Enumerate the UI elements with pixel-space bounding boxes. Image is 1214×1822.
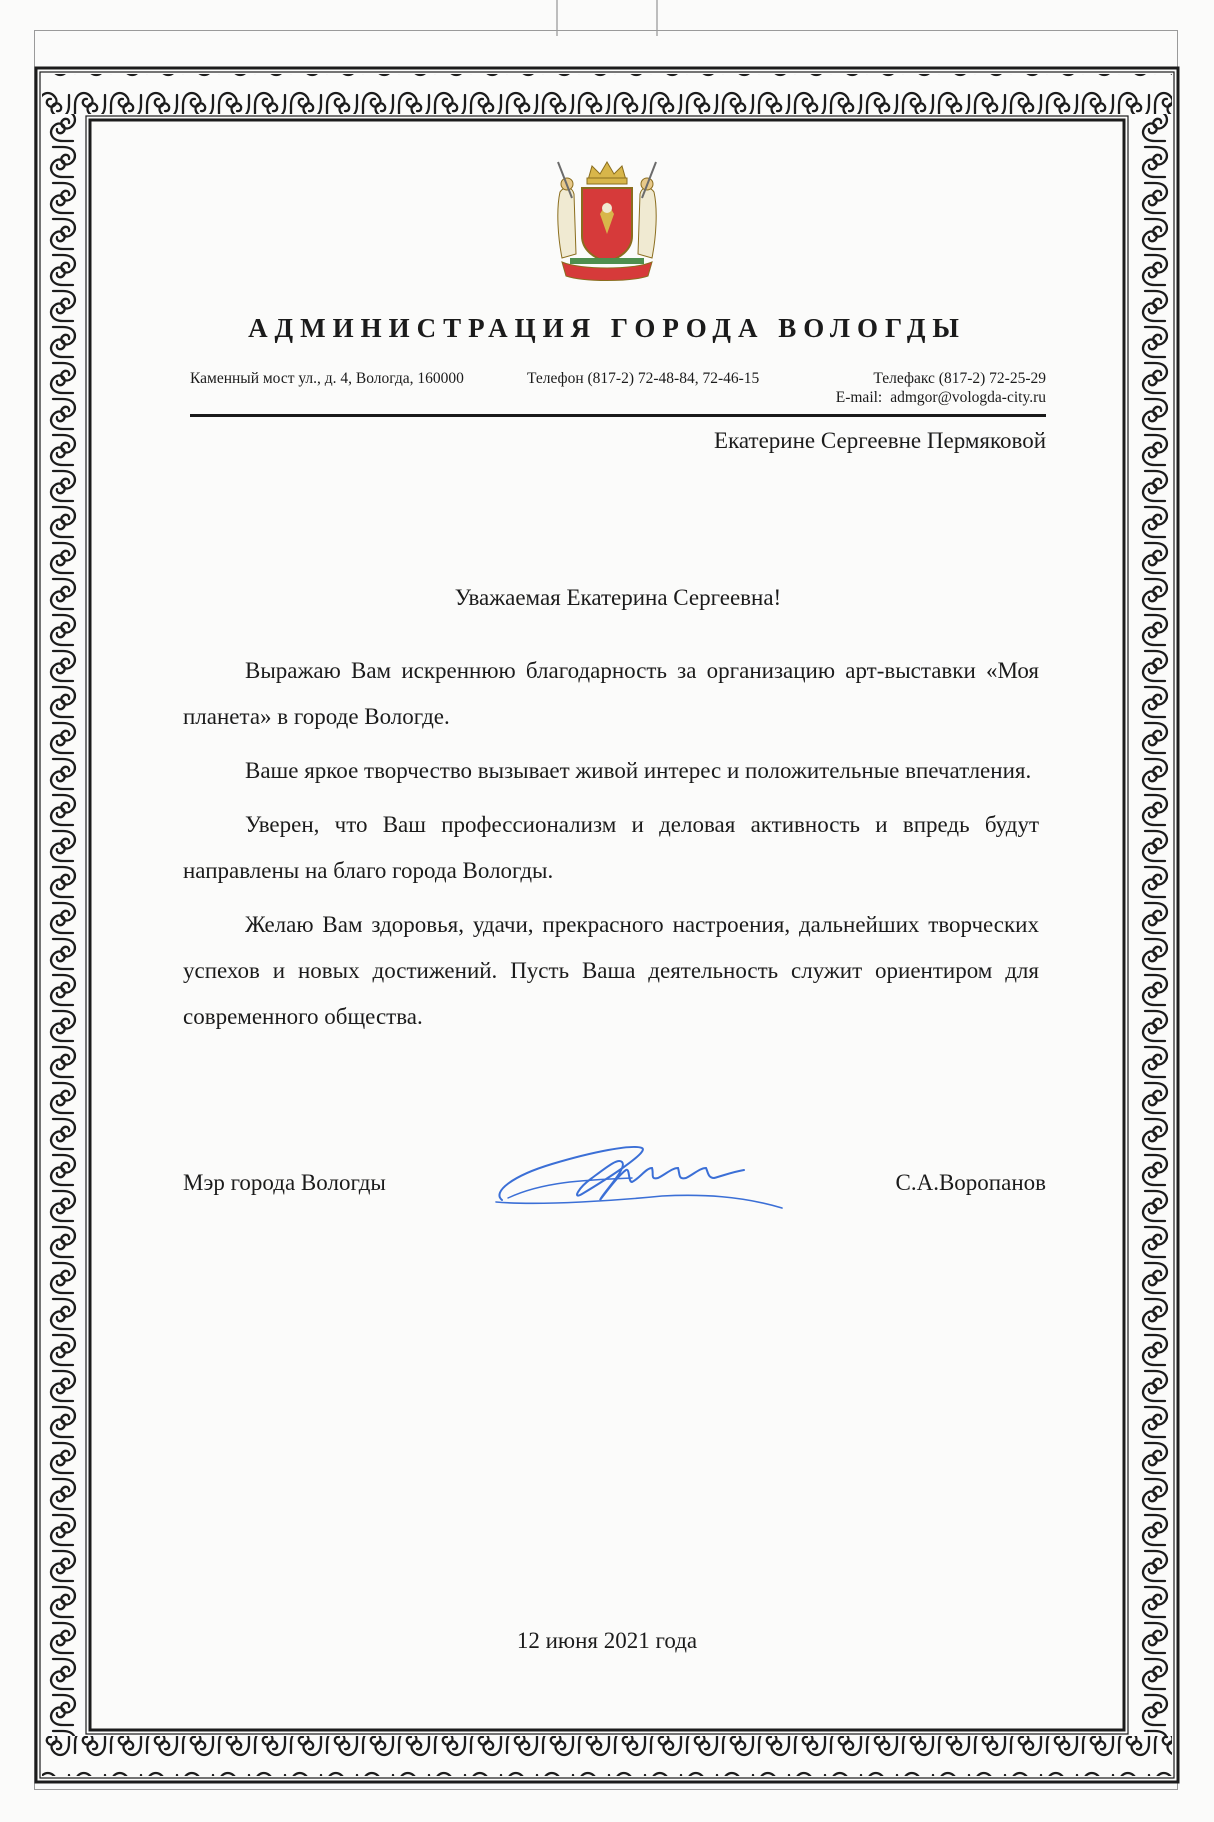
recipient-name: Екатерине Сергеевне Пермяковой bbox=[714, 428, 1046, 453]
handwritten-signature-icon bbox=[482, 1122, 812, 1232]
body-paragraph: Уверен, что Ваш профессионализм и деловая активность и впредь будут направлены на благо города Вологды. bbox=[183, 812, 1039, 883]
letterhead-email bbox=[836, 389, 1046, 407]
body-paragraph: Ваше яркое творчество вызывает живой интерес и положительные впечатления. bbox=[245, 758, 1032, 783]
email-address: admgor@vologda-city.ru bbox=[890, 389, 1046, 406]
greeting: Уважаемая Екатерина Сергеевна! bbox=[454, 585, 782, 610]
letterhead-address: Каменный мост ул., д. 4, Вологда, 160000 bbox=[190, 370, 464, 387]
letter-date: 12 июня 2021 года bbox=[516, 1628, 698, 1653]
signatory-name: С.А.Воропанов bbox=[895, 1170, 1046, 1195]
header-divider bbox=[190, 414, 1046, 417]
letter-body bbox=[183, 648, 1039, 1040]
letterhead-phone: Телефон (817-2) 72-48-84, 72-46-15 bbox=[527, 370, 760, 387]
letterhead-fax: Телефакс (817-2) 72-25-29 bbox=[873, 370, 1046, 387]
body-paragraph: Выражаю Вам искреннюю благодарность за организацию арт-выставки «Моя планета» в городе Вологде. bbox=[183, 658, 1039, 729]
organization-title: АДМИНИСТРАЦИЯ ГОРОДА ВОЛОГДЫ bbox=[248, 313, 966, 343]
vologda-coat-of-arms-icon bbox=[550, 158, 664, 286]
email-label: E-mail: bbox=[835, 389, 883, 406]
signatory-role: Мэр города Вологды bbox=[183, 1170, 386, 1195]
body-paragraph: Желаю Вам здоровья, удачи, прекрасного настроения, дальнейших творческих успехов и новых достижений. Пусть Ваша деятельность служит ориентиром для современного общества. bbox=[183, 912, 1039, 1029]
